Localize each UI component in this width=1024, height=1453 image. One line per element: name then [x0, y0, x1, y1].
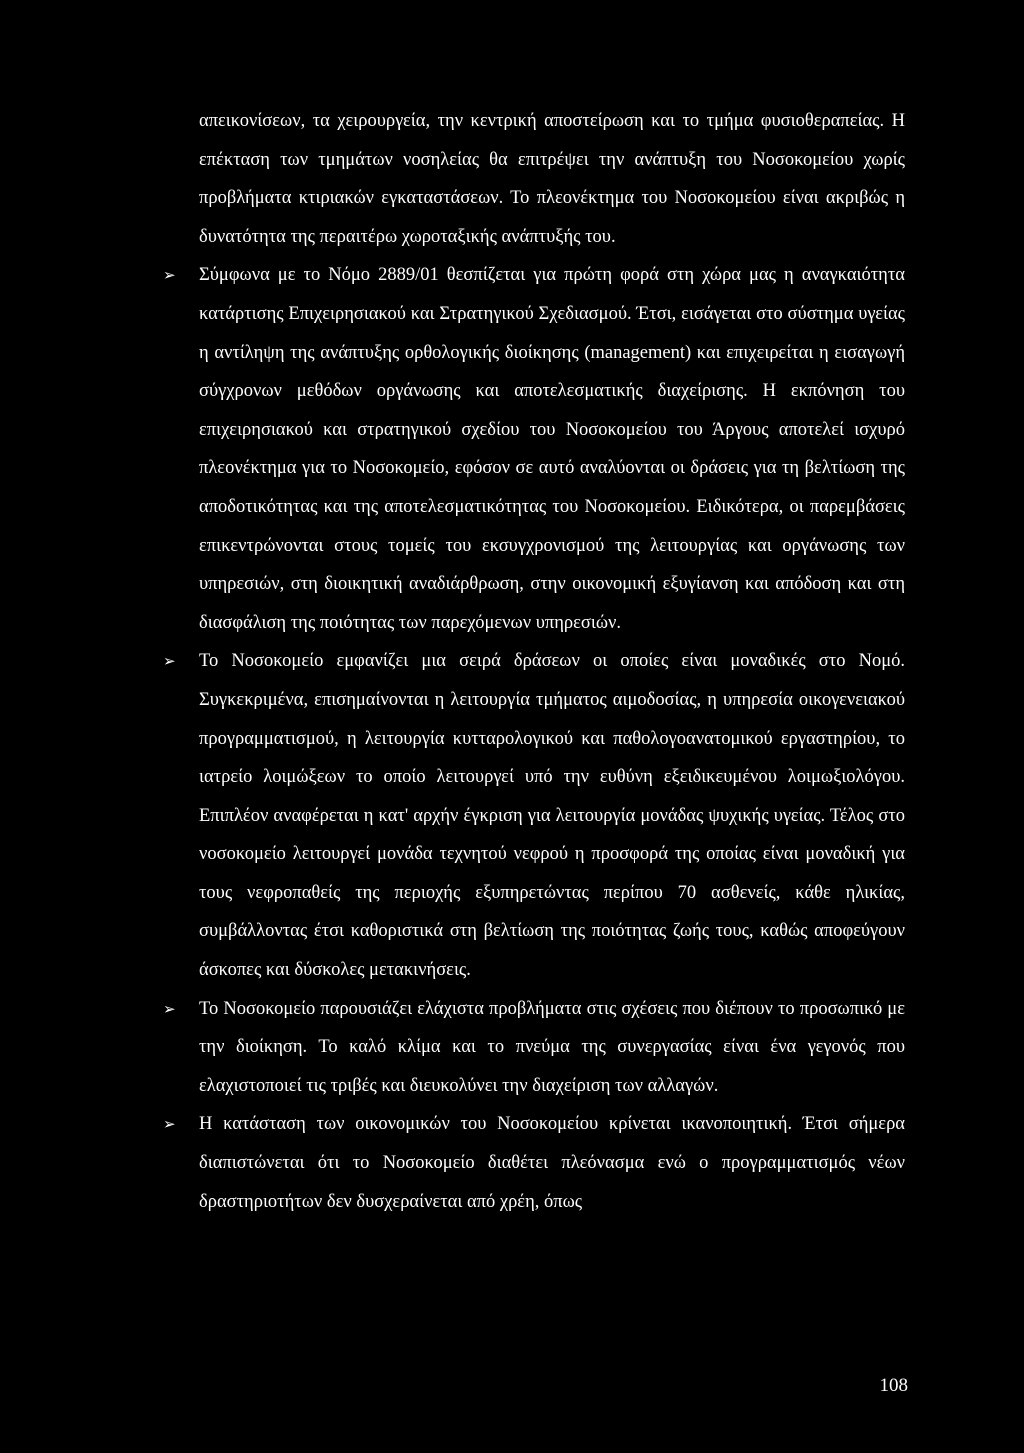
bullet-item-law: [163, 256, 905, 642]
bullet-text: Η κατάσταση των οικονομικών του Νοσοκομείου κρίνεται ικανοποιητική. Έτσι σήμερα διαπιστώνεται ότι το Νοσοκομείο διαθέτει πλεόνασμα ενώ ο προγραμματισμός νέων δραστηριοτήτων δεν δυσχεραίνεται από χρέη, όπως: [199, 1114, 905, 1212]
arrow-bullet-icon: ➢: [163, 652, 176, 671]
bullet-item-services: [163, 642, 905, 989]
page-number: 108: [879, 1375, 908, 1396]
arrow-bullet-icon: ➢: [163, 266, 176, 285]
bullet-item-finances: [163, 1105, 905, 1221]
bullet-text: Το Νοσοκομείο εμφανίζει μια σειρά δράσεων οι οποίες είναι μοναδικές στο Νομό. Συγκεκριμένα, επισημαίνονται η λειτουργία τμήματος αιμοδοσίας, η υπηρεσία οικογενειακού προγραμματισμού, η λειτουργία κυτταρολογικού και παθολογοανατομικού εργαστηρίου, το ιατρείο λοιμώξεων το οποίο λειτουργεί υπό την ευθύνη εξειδικευμένου λοιμωξιολόγου. Επιπλέον αναφέρεται η κατ' αρχήν έγκριση για λειτουργία μονάδας ψυχικής υγείας. Τέλος στο νοσοκομείο λειτουργεί μονάδα τεχνητού νεφρού η προσφορά της οποίας είναι μοναδική για τους νεφροπαθείς της περιοχής εξυπηρετώντας περίπου 70 ασθενείς, κάθε ηλικίας, συμβάλλοντας έτσι καθοριστικά στη βελτίωση της ποιότητας ζωής τους, καθώς αποφεύγουν άσκοπες και δύσκολες μετακινήσεις.: [199, 651, 905, 981]
bullet-text: Σύμφωνα με το Νόμο 2889/01 θεσπίζεται για πρώτη φορά στη χώρα μας η αναγκαιότητα κατάρτισης Επιχειρησιακού και Στρατηγικού Σχεδιασμού. Έτσι, εισάγεται στο σύστημα υγείας η αντίληψη της ανάπτυξης ορθολογικής διοίκησης (management) και επιχειρείται η εισαγωγή σύγχρονων μεθόδων οργάνωσης και αποτελεσματικής διαχείρισης. Η εκπόνηση του επιχειρησιακού και στρατηγικού σχεδίου του Νοσοκομείου του Άργους αποτελεί ισχυρό πλεονέκτημα για το Νοσοκομείο, εφόσον σε αυτό αναλύονται οι δράσεις για τη βελτίωση της αποδοτικότητας και της αποτελεσματικότητας του Νοσοκομείου. Ειδικότερα, οι παρεμβάσεις επικεντρώνονται στους τομείς του εκσυγχρονισμού της λειτουργίας και οργάνωσης των υπηρεσιών, στη διοικητική αναδιάρθρωση, στην οικονομική εξυγίανση και απόδοση και στη διασφάλιση της ποιότητας των παρεχόμενων υπηρεσιών.: [199, 265, 905, 633]
intro-paragraph: απεικονίσεων, τα χειρουργεία, την κεντρική αποστείρωση και το τμήμα φυσιοθεραπείας. Η επέκταση των τμημάτων νοσηλείας θα επιτρέψει την ανάπτυξη του Νοσοκομείου χωρίς προβλήματα κτιριακών εγκαταστάσεων. Το πλεονέκτημα του Νοσοκομείου είναι ακριβώς η δυνατότητα της περαιτέρω χωροταξικής ανάπτυξής του.: [199, 111, 905, 247]
arrow-bullet-icon: ➢: [163, 1115, 176, 1134]
document-body: [163, 102, 905, 1221]
bullet-item-staff-relations: [163, 990, 905, 1106]
arrow-bullet-icon: ➢: [163, 999, 176, 1018]
bullet-text: Το Νοσοκομείο παρουσιάζει ελάχιστα προβλήματα στις σχέσεις που διέπουν το προσωπικό με την διοίκηση. Το καλό κλίμα και το πνεύμα της συνεργασίας είναι ένα γεγονός που ελαχιστοποιεί τις τριβές και διευκολύνει την διαχείριση των αλλαγών.: [199, 998, 905, 1096]
